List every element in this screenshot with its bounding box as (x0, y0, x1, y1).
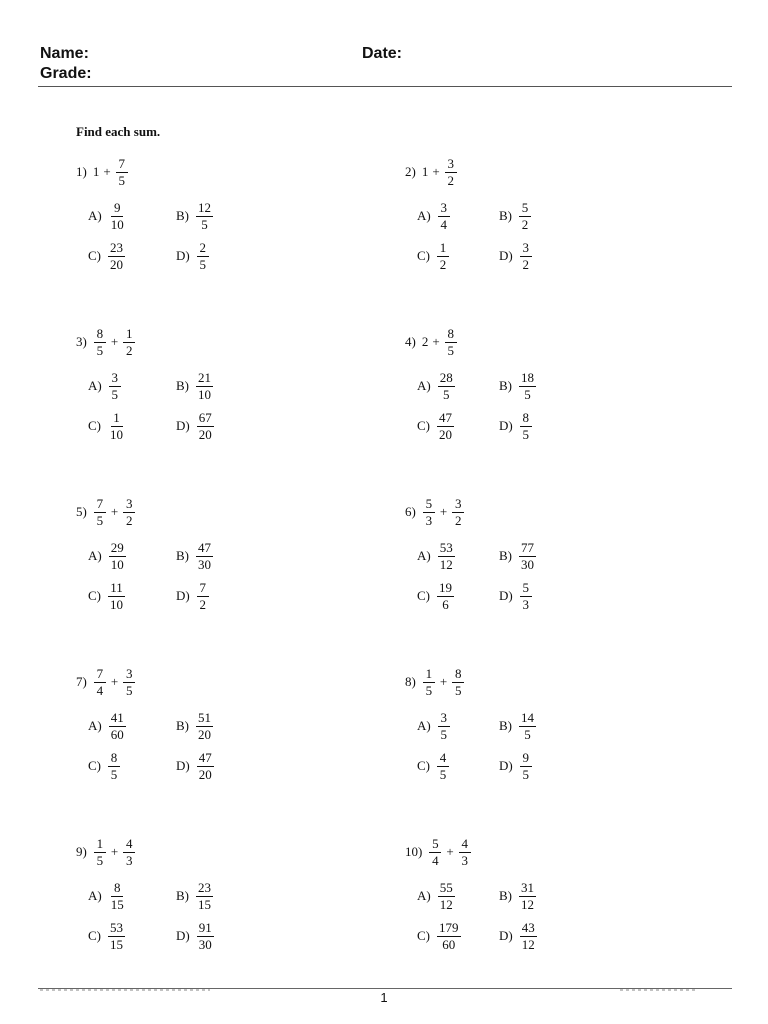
fraction (519, 370, 536, 403)
problem-number: 3) (76, 334, 87, 349)
numerator: 55 (439, 879, 453, 895)
answer-choice (88, 368, 122, 404)
denominator: 5 (440, 726, 447, 742)
answer-choice (499, 538, 537, 574)
denominator: 30 (198, 556, 211, 572)
numerator: 5 (519, 200, 531, 217)
numerator: 21 (198, 369, 211, 385)
fraction (519, 880, 536, 913)
problem-number: 5) (76, 504, 87, 519)
denominator: 5 (442, 386, 450, 402)
numerator: 23 (110, 239, 123, 255)
numerator: 7 (94, 666, 106, 683)
answer-choice (176, 198, 214, 234)
choice-label: B) (499, 548, 512, 563)
fraction (519, 200, 531, 233)
numerator: 8 (94, 326, 106, 343)
denominator: 3 (125, 852, 133, 868)
denominator: 20 (110, 256, 123, 272)
answer-choice (176, 238, 210, 274)
numerator: 7 (94, 496, 106, 513)
choice-label: A) (417, 718, 431, 733)
fraction (452, 666, 464, 699)
denominator: 10 (110, 596, 123, 612)
choice-label: A) (88, 378, 102, 393)
numerator: 8 (452, 666, 464, 683)
fraction (123, 326, 135, 359)
denominator: 5 (118, 172, 125, 188)
denominator: 15 (110, 896, 124, 912)
choice-label: D) (499, 928, 513, 943)
fraction (520, 920, 537, 953)
numerator: 7 (116, 156, 128, 173)
fraction (520, 580, 532, 613)
answer-choice (88, 238, 126, 274)
choice-label: A) (417, 378, 431, 393)
fraction (94, 326, 106, 359)
numerator: 7 (197, 580, 209, 597)
answer-choice (88, 538, 127, 574)
denominator: 5 (125, 682, 133, 698)
plus-operator: + (110, 674, 119, 689)
numerator: 53 (439, 539, 453, 555)
fraction (94, 496, 106, 529)
answer-choice (88, 578, 126, 614)
date-label: Date: (362, 45, 403, 62)
denominator: 20 (198, 426, 212, 442)
numerator: 9 (111, 200, 123, 217)
denominator: 5 (201, 216, 208, 232)
numerator: 31 (521, 879, 534, 895)
fraction (452, 496, 464, 529)
answer-choice (499, 368, 537, 404)
denominator: 15 (110, 936, 123, 952)
problem-question (76, 152, 129, 192)
numerator: 3 (123, 666, 135, 683)
choice-label: C) (417, 418, 430, 433)
plus-operator: + (103, 164, 111, 179)
numerator: 28 (439, 369, 453, 385)
numerator: 9 (520, 750, 532, 767)
numerator: 8 (111, 880, 123, 897)
whole-number: 1 (421, 164, 429, 179)
fraction (109, 880, 126, 913)
numerator: 19 (439, 579, 452, 595)
fraction (438, 370, 455, 403)
answer-choice (499, 878, 537, 914)
numerator: 5 (429, 836, 441, 853)
numerator: 43 (521, 919, 535, 935)
denominator: 3 (522, 596, 529, 612)
choice-label: D) (176, 248, 190, 263)
answer-choice (176, 748, 215, 784)
denominator: 12 (521, 936, 535, 952)
fraction (445, 156, 457, 189)
problem-number: 9) (76, 844, 87, 859)
choice-label: A) (88, 208, 102, 223)
choice-label: A) (88, 888, 102, 903)
fraction (519, 710, 536, 743)
numerator: 47 (198, 539, 211, 555)
answer-choice (176, 708, 214, 744)
fraction (123, 666, 135, 699)
choice-label: B) (176, 378, 189, 393)
numerator: 1 (437, 240, 449, 257)
answer-choice (176, 408, 215, 444)
fraction (109, 710, 126, 743)
answer-choice (417, 748, 450, 784)
answer-choice (499, 238, 533, 274)
numerator: 77 (521, 539, 534, 555)
numerator: 41 (110, 709, 124, 725)
choice-label: D) (176, 928, 190, 943)
problem-question (76, 492, 136, 532)
choice-label: C) (417, 588, 430, 603)
choice-label: B) (499, 208, 512, 223)
choice-label: C) (88, 418, 101, 433)
problem-number: 2) (405, 164, 416, 179)
answer-choice (417, 878, 456, 914)
choice-label: D) (176, 418, 190, 433)
choice-label: C) (88, 758, 101, 773)
denominator: 12 (439, 556, 453, 572)
fraction (438, 710, 450, 743)
numerator: 29 (110, 539, 124, 555)
problem-question (405, 832, 472, 872)
answer-choice (176, 918, 215, 954)
fraction (438, 540, 455, 573)
numerator: 14 (521, 709, 534, 725)
numerator: 1 (94, 836, 106, 853)
choice-label: C) (88, 248, 101, 263)
numerator: 12 (198, 199, 211, 215)
choice-label: A) (417, 548, 431, 563)
numerator: 91 (198, 919, 212, 935)
fraction (196, 710, 213, 743)
problem-number: 7) (76, 674, 87, 689)
fraction (197, 580, 209, 613)
answer-choice (176, 368, 214, 404)
denominator: 10 (110, 556, 124, 572)
fraction (196, 880, 213, 913)
denominator: 5 (522, 766, 529, 782)
numerator: 4 (459, 836, 471, 853)
answer-choice (417, 918, 462, 954)
denominator: 5 (524, 386, 531, 402)
denominator: 20 (439, 426, 452, 442)
numerator: 1 (111, 410, 123, 427)
denominator: 10 (110, 426, 123, 442)
answer-choice (417, 198, 451, 234)
denominator: 3 (425, 512, 433, 528)
answer-choice (417, 408, 455, 444)
fraction (445, 326, 457, 359)
numerator: 5 (520, 580, 532, 597)
numerator: 4 (123, 836, 135, 853)
fraction (438, 880, 455, 913)
denominator: 2 (454, 512, 462, 528)
numerator: 3 (445, 156, 457, 173)
fraction (519, 540, 536, 573)
numerator: 179 (439, 919, 459, 935)
denominator: 2 (199, 596, 206, 612)
answer-choice (88, 408, 126, 444)
answer-choice (417, 368, 456, 404)
problem-question (405, 322, 458, 362)
denominator: 5 (96, 852, 104, 868)
problem-question (405, 662, 465, 702)
numerator: 18 (521, 369, 534, 385)
denominator: 2 (125, 342, 133, 358)
plus-operator: + (446, 844, 454, 859)
choice-label: D) (499, 418, 513, 433)
numerator: 23 (198, 879, 211, 895)
fraction (109, 370, 121, 403)
answer-choice (499, 198, 532, 234)
fraction (520, 240, 532, 273)
fraction (196, 200, 213, 233)
fraction (109, 540, 126, 573)
choice-label: D) (499, 248, 513, 263)
denominator: 60 (442, 936, 456, 952)
denominator: 10 (198, 386, 211, 402)
denominator: 2 (522, 256, 529, 272)
choice-label: B) (176, 888, 189, 903)
fraction (196, 540, 213, 573)
answer-choice (417, 538, 456, 574)
choice-label: C) (88, 588, 101, 603)
fraction (429, 836, 441, 869)
plus-operator: + (432, 164, 440, 179)
answer-choice (499, 748, 533, 784)
plus-operator: + (432, 334, 440, 349)
numerator: 67 (198, 409, 212, 425)
choice-label: C) (417, 758, 430, 773)
choice-label: D) (176, 588, 190, 603)
denominator: 5 (96, 512, 104, 528)
denominator: 15 (198, 896, 211, 912)
fraction (423, 496, 435, 529)
numerator: 3 (520, 240, 532, 257)
fraction (520, 410, 532, 443)
fraction (437, 750, 449, 783)
denominator: 5 (439, 766, 447, 782)
answer-choice (88, 748, 121, 784)
fraction (94, 836, 106, 869)
denominator: 10 (110, 216, 124, 232)
choice-label: C) (417, 248, 430, 263)
answer-choice (499, 918, 538, 954)
answer-choice (417, 238, 450, 274)
fraction (437, 410, 454, 443)
denominator: 12 (521, 896, 534, 912)
denominator: 5 (524, 726, 531, 742)
denominator: 2 (439, 256, 447, 272)
problem-number: 10) (405, 844, 423, 859)
answer-choice (417, 708, 451, 744)
numerator: 53 (110, 919, 123, 935)
choice-label: B) (499, 378, 512, 393)
fraction (197, 920, 214, 953)
answer-choice (417, 578, 455, 614)
fraction (109, 200, 126, 233)
fraction (196, 370, 213, 403)
denominator: 30 (198, 936, 212, 952)
answer-choice (499, 708, 537, 744)
choice-label: A) (417, 208, 431, 223)
fraction (438, 200, 450, 233)
problem-number: 4) (405, 334, 416, 349)
choice-label: A) (88, 718, 102, 733)
denominator: 5 (199, 256, 206, 272)
plus-operator: + (110, 504, 119, 519)
answer-choice (176, 878, 214, 914)
choice-label: A) (88, 548, 102, 563)
denominator: 60 (110, 726, 124, 742)
fraction (108, 410, 125, 443)
numerator: 2 (197, 240, 209, 257)
plus-operator: + (110, 844, 119, 859)
choice-label: C) (417, 928, 430, 943)
fraction (459, 836, 471, 869)
problem-number: 8) (405, 674, 416, 689)
denominator: 5 (111, 386, 118, 402)
choice-label: A) (417, 888, 431, 903)
numerator: 8 (108, 750, 120, 767)
answer-choice (88, 708, 127, 744)
fraction (423, 666, 435, 699)
denominator: 2 (125, 512, 133, 528)
answer-choice (88, 198, 127, 234)
denominator: 4 (432, 852, 439, 868)
numerator: 8 (520, 410, 532, 427)
fraction (108, 580, 125, 613)
fraction (437, 920, 461, 953)
fraction (108, 920, 125, 953)
numerator: 11 (110, 579, 123, 595)
numerator: 3 (438, 200, 450, 217)
plus-operator: + (439, 674, 448, 689)
choice-label: D) (176, 758, 190, 773)
whole-number: 1 (92, 164, 100, 179)
answer-choice (88, 918, 126, 954)
denominator: 6 (442, 596, 449, 612)
answer-choice (176, 538, 214, 574)
denominator: 2 (521, 216, 529, 232)
instructions: Find each sum. (76, 124, 161, 139)
denominator: 5 (447, 342, 454, 358)
choice-label: B) (176, 718, 189, 733)
fraction (197, 750, 214, 783)
fraction (108, 750, 120, 783)
numerator: 1 (123, 326, 135, 343)
choice-label: B) (499, 888, 512, 903)
fraction (116, 156, 128, 189)
plus-operator: + (439, 504, 448, 519)
whole-number: 2 (421, 334, 429, 349)
denominator: 3 (461, 852, 468, 868)
numerator: 51 (198, 709, 211, 725)
numerator: 3 (452, 496, 464, 513)
denominator: 20 (198, 766, 212, 782)
problem-question (405, 152, 458, 192)
numerator: 3 (109, 370, 121, 387)
numerator: 47 (439, 409, 452, 425)
header-rule (38, 86, 732, 87)
numerator: 4 (437, 750, 449, 767)
problem-question (76, 322, 136, 362)
problem-number: 1) (76, 164, 87, 179)
fraction (94, 666, 106, 699)
fraction (108, 240, 125, 273)
page-number: 1 (380, 990, 388, 1005)
fraction (123, 836, 135, 869)
plus-operator: + (110, 334, 119, 349)
fraction (437, 580, 454, 613)
answer-choice (88, 878, 127, 914)
name-label: Name: (40, 45, 89, 62)
fraction (197, 410, 214, 443)
choice-label: B) (176, 548, 189, 563)
denominator: 4 (96, 682, 104, 698)
denominator: 5 (522, 426, 529, 442)
answer-choice (499, 408, 533, 444)
denominator: 5 (96, 342, 104, 358)
problem-question (76, 832, 136, 872)
denominator: 20 (198, 726, 211, 742)
grade-label: Grade: (40, 65, 92, 82)
denominator: 30 (521, 556, 534, 572)
numerator: 1 (423, 666, 435, 683)
denominator: 4 (440, 216, 447, 232)
answer-choice (499, 578, 533, 614)
numerator: 5 (423, 496, 435, 513)
fraction (437, 240, 449, 273)
choice-label: B) (499, 718, 512, 733)
denominator: 5 (454, 682, 462, 698)
problem-question (405, 492, 465, 532)
choice-label: C) (88, 928, 101, 943)
choice-label: D) (499, 588, 513, 603)
numerator: 3 (123, 496, 135, 513)
denominator: 5 (425, 682, 433, 698)
denominator: 12 (439, 896, 453, 912)
fraction (123, 496, 135, 529)
fraction (197, 240, 209, 273)
problem-number: 6) (405, 504, 416, 519)
numerator: 8 (445, 326, 457, 343)
fraction (520, 750, 532, 783)
problem-question (76, 662, 136, 702)
choice-label: D) (499, 758, 513, 773)
answer-choice (176, 578, 210, 614)
choice-label: B) (176, 208, 189, 223)
denominator: 2 (447, 172, 454, 188)
numerator: 3 (438, 710, 450, 727)
numerator: 47 (198, 749, 212, 765)
denominator: 5 (110, 766, 118, 782)
footer-rule (38, 988, 732, 989)
